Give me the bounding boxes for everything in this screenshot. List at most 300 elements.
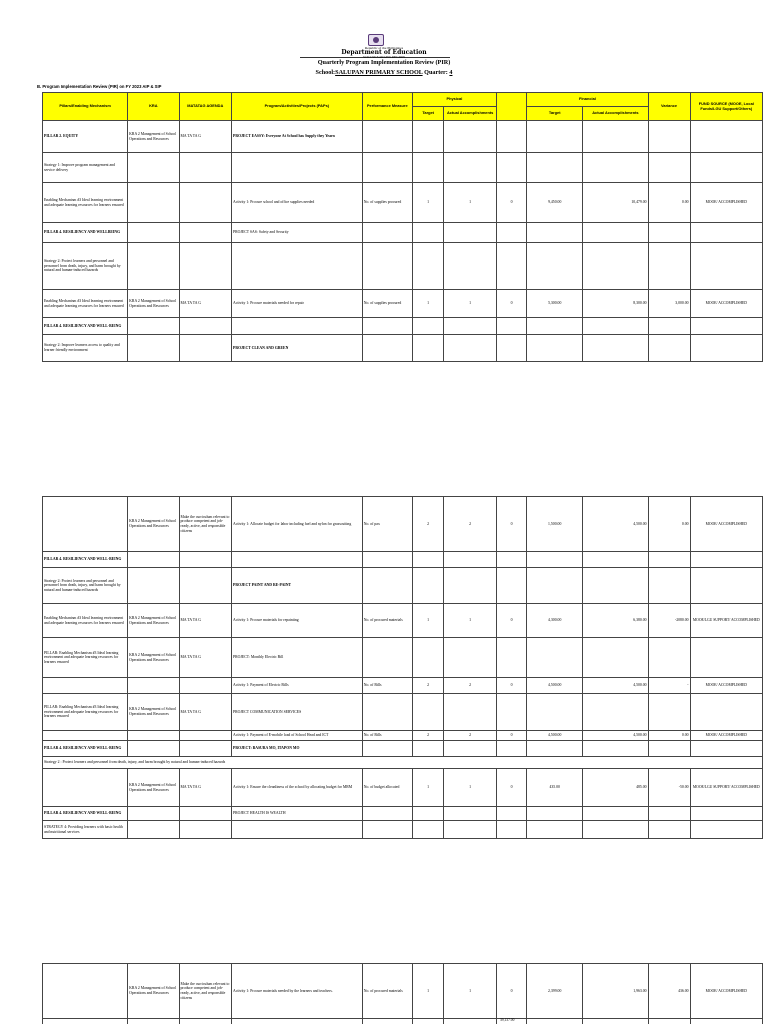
cell-pillar: PILLAR 4. RESILIENCY AND WELLBEING	[43, 223, 128, 243]
cell-fin-variance: -	[648, 678, 690, 694]
cell-target	[412, 318, 444, 335]
cell-matatag: MA TA TA G	[179, 769, 232, 807]
cell-kra: KRA 2 Management of School Operations and Resources	[128, 604, 179, 638]
col-ppa: Program/Activities/Projects (PAPs)	[232, 93, 363, 121]
cell-fin-actual: 4,500.00	[583, 497, 648, 552]
cell-variance	[496, 821, 526, 839]
cell-ppa: Activity 1: Ensure the cleanliness of the school by allocating budget for MRM	[232, 769, 363, 807]
cell-target: 1	[412, 290, 444, 318]
cell-fin-actual	[583, 243, 648, 290]
cell-pillar: PILLAR 4. RESILIENCY AND WELL-BEING	[43, 807, 128, 821]
col-performance: Performance Measure	[362, 93, 412, 121]
table-header-row	[43, 93, 763, 107]
cell-kra: KRA 2 Management of School Operations and Resources	[128, 638, 179, 678]
cell-actual	[444, 807, 497, 821]
cell-fund	[690, 121, 762, 153]
cell-actual: 1	[444, 964, 497, 1019]
cell-variance	[496, 318, 526, 335]
cell-matatag: MA TA TA G	[179, 290, 232, 318]
cell-fin-variance	[648, 153, 690, 183]
cell-fund: MOOE/ ACCOMPLISHED	[690, 183, 762, 223]
cell-actual	[444, 552, 497, 568]
cell-fin-target: 5,300.00	[527, 290, 583, 318]
col-fin-actual: Actual Accomplishments	[583, 107, 648, 121]
cell-kra	[128, 568, 179, 604]
cell-fin-variance: 436.00	[648, 964, 690, 1019]
cell-fin-variance	[648, 552, 690, 568]
cell-fin-variance	[648, 568, 690, 604]
cell-actual	[444, 335, 497, 362]
cell-fund	[690, 243, 762, 290]
cell-fund	[690, 153, 762, 183]
cell-fin-variance: 0.00	[648, 731, 690, 741]
cell-variance: 0	[496, 290, 526, 318]
cell-kra: KRA 2 Management of School Operations and Resources	[128, 290, 179, 318]
cell-fund	[690, 741, 762, 757]
cell-variance	[496, 223, 526, 243]
cell-fin-target	[527, 121, 583, 153]
school-name: SALUPAN PRIMARY SCHOOL	[335, 69, 423, 76]
cell-kra	[128, 335, 179, 362]
school-line	[0, 69, 768, 76]
cell-matatag	[179, 183, 232, 223]
cell-fund: MOOE/ ACCOMPLISHED	[690, 497, 762, 552]
cell-kra	[128, 153, 179, 183]
cell-pillar: Strategy 2: Improve learners access to quality and learner friendly environment	[43, 335, 128, 362]
cell-variance	[496, 153, 526, 183]
cell-actual	[444, 638, 497, 678]
cell-target: 1	[412, 183, 444, 223]
table-row	[43, 243, 763, 290]
cell-ppa: PROJECT: BASURA MO, ITAPON MO	[232, 741, 363, 757]
col-fin-variance: Variance	[648, 93, 690, 121]
cell-matatag: Make the curriculum relevant to produce competent and job-ready, active, and responsible citizens	[179, 497, 232, 552]
cell-measure	[362, 741, 412, 757]
cell-measure: No. of procured materials	[362, 964, 412, 1019]
cell-fin-actual: 485.00	[583, 769, 648, 807]
cell-pillar: PILLAR 4. RESILIENCY AND WELL-BEING	[43, 741, 128, 757]
table-row	[43, 769, 763, 807]
cell-fin-actual: 6,380.00	[583, 604, 648, 638]
cell-actual: 1	[444, 183, 497, 223]
cell-actual: 2	[444, 731, 497, 741]
cell-matatag	[179, 731, 232, 741]
cell-fin-actual	[583, 821, 648, 839]
school-prefix: School:	[315, 69, 336, 76]
cell-measure: No. of supplies procured	[362, 183, 412, 223]
cell-actual	[444, 694, 497, 731]
quarter-label: Quarter:	[424, 69, 448, 76]
cell-measure	[362, 552, 412, 568]
cell-target	[412, 694, 444, 731]
table-row	[43, 335, 763, 362]
cell-ppa	[232, 318, 363, 335]
col-kra: KRA	[128, 93, 179, 121]
cell-kra	[128, 731, 179, 741]
cell-fin-target: 1,500.00	[527, 497, 583, 552]
cell-fund	[690, 223, 762, 243]
cell-fin-variance	[648, 318, 690, 335]
cell-variance: 0	[496, 497, 526, 552]
cell-pillar: PILLAR 2. EQUITY	[43, 121, 128, 153]
cell-variance	[496, 121, 526, 153]
cell-pillar: Strategy 1: Improve program management and service delivery	[43, 153, 128, 183]
cell-measure	[362, 153, 412, 183]
cell-measure	[362, 243, 412, 290]
cell-matatag: MA TA TA G	[179, 121, 232, 153]
col-fund-source: FUND SOURCE (MOOE, Local Funds/LGU Support/Others)	[690, 93, 762, 121]
cell-fund	[690, 335, 762, 362]
cell-fin-variance	[648, 121, 690, 153]
cell-kra: KRA 2 Management of School Operations and Resources	[128, 121, 179, 153]
cell-target	[412, 821, 444, 839]
cell-empty	[179, 1019, 232, 1024]
cell-fin-target	[527, 821, 583, 839]
table-row	[43, 964, 763, 1019]
table-row	[43, 121, 763, 153]
cell-pillar: PILLAR 4. RESILIENCY AND WELL-BEING	[43, 318, 128, 335]
cell-matatag: MA TA TA G	[179, 638, 232, 678]
cell-fin-actual	[583, 552, 648, 568]
table-row	[43, 153, 763, 183]
cell-fin-variance: 0.00	[648, 497, 690, 552]
cell-target	[412, 223, 444, 243]
cell-fin-actual	[583, 335, 648, 362]
pir-table-page-2	[42, 496, 763, 839]
cell-empty	[232, 1019, 363, 1024]
cell-kra: KRA 2 Management of School Operations and Resources	[128, 497, 179, 552]
cell-actual	[444, 821, 497, 839]
col-financial: Financial	[527, 93, 648, 107]
cell-fin-variance	[648, 335, 690, 362]
cell-matatag	[179, 223, 232, 243]
cell-variance	[496, 638, 526, 678]
cell-fin-actual	[583, 153, 648, 183]
cell-fund: MOOE/ ACCOMPLISHED	[690, 964, 762, 1019]
cell-actual	[444, 153, 497, 183]
cell-ppa: Activity 1: Procure materials needed by the learners and teachers.	[232, 964, 363, 1019]
cell-matatag	[179, 153, 232, 183]
cell-fin-actual	[583, 741, 648, 757]
cell-kra	[128, 183, 179, 223]
cell-fin-target	[527, 153, 583, 183]
cell-fin-variance	[648, 243, 690, 290]
col-physical: Physical	[412, 93, 496, 107]
col-actual: Actual Accomplishments	[444, 107, 497, 121]
cell-kra: KRA 2 Management of School Operations and Resources	[128, 769, 179, 807]
cell-matatag	[179, 821, 232, 839]
region-label: SOCCSKSARGEN REGION	[363, 55, 405, 59]
cell-ppa: Activity 1: Payment of E-mobile load of School Head and ICT	[232, 731, 363, 741]
cell-fund	[690, 821, 762, 839]
cell-matatag	[179, 318, 232, 335]
cell-fin-actual	[583, 318, 648, 335]
cell-kra	[128, 807, 179, 821]
cell-fin-variance	[648, 694, 690, 731]
cell-pillar: Enabling Mechanism #3 Ideal learning environment and adequate learning resources for learners ensured	[43, 290, 128, 318]
cell-empty	[648, 1019, 690, 1024]
cell-ppa: PROJECT COMMUNICATION SERVICES	[232, 694, 363, 731]
cell-fin-actual: 8,300.00	[583, 290, 648, 318]
cell-variance: 0	[496, 604, 526, 638]
cell-fund	[690, 318, 762, 335]
cell-variance: 0	[496, 678, 526, 694]
cell-pillar	[43, 769, 128, 807]
cell-measure	[362, 821, 412, 839]
cell-fin-actual	[583, 121, 648, 153]
cell-matatag	[179, 243, 232, 290]
cell-pillar	[43, 731, 128, 741]
cell-variance: 0	[496, 769, 526, 807]
cell-fin-target	[527, 318, 583, 335]
cell-spacer	[496, 93, 526, 121]
cell-kra: KRA 2 Management of School Operations and Resources	[128, 694, 179, 731]
cell-empty	[444, 1019, 497, 1024]
cell-pillar: PILLAR: Enabling Mechanism #3 Ideal learning environment and adequate learning resources for learners ensured	[43, 694, 128, 731]
cell-target: 2	[412, 678, 444, 694]
cell-variance: 0	[496, 964, 526, 1019]
cell-fund: MOOE/ ACCOMPLISHED	[690, 290, 762, 318]
cell-measure: No. of procured materials	[362, 604, 412, 638]
cell-fin-variance	[648, 741, 690, 757]
cell-pillar: PILLAR 4. RESILIENCY AND WELL-BEING	[43, 552, 128, 568]
document-title: Quarterly Program Implementation Review (PIR)	[317, 59, 451, 66]
cell-empty	[43, 1019, 128, 1024]
section-title: B. Program Implementation Review (PIR) on FY 2023 AIP & SIP	[37, 84, 162, 89]
cell-variance: 0	[496, 731, 526, 741]
cell-fin-actual	[583, 694, 648, 731]
cell-measure	[362, 638, 412, 678]
table-row	[43, 731, 763, 741]
quarter-value: 4	[449, 69, 453, 76]
cell-measure: No. of pax	[362, 497, 412, 552]
cell-empty	[583, 1019, 648, 1024]
cell-variance	[496, 335, 526, 362]
cell-measure: No. of budget allocated	[362, 769, 412, 807]
cell-variance	[496, 552, 526, 568]
cell-target	[412, 568, 444, 604]
cell-pillar	[43, 964, 128, 1019]
cell-fin-target	[527, 694, 583, 731]
cell-variance: 0	[496, 183, 526, 223]
cell-fin-target: 435.00	[527, 769, 583, 807]
cell-actual	[444, 223, 497, 243]
cell-fin-variance	[648, 223, 690, 243]
cell-measure: No. of supplies procured	[362, 290, 412, 318]
table-row	[43, 604, 763, 638]
cell-kra	[128, 552, 179, 568]
table-row	[43, 678, 763, 694]
table-row	[43, 497, 763, 552]
cell-fin-target	[527, 335, 583, 362]
cell-matatag	[179, 678, 232, 694]
table-row	[43, 1019, 763, 1024]
table-row	[43, 552, 763, 568]
cell-target	[412, 335, 444, 362]
cell-fin-target	[527, 243, 583, 290]
cell-variance	[496, 568, 526, 604]
cell-measure	[362, 807, 412, 821]
table-row	[43, 757, 763, 769]
cell-target	[412, 638, 444, 678]
cell-ppa: PROJECT HEALTH IS WEALTH	[232, 807, 363, 821]
cell-target: 1	[412, 769, 444, 807]
cell-fund: MOOE/ ACCOMPLISHED	[690, 731, 762, 741]
table-row	[43, 183, 763, 223]
cell-actual	[444, 568, 497, 604]
cell-ppa: PROJECT CLEAN AND GREEN	[232, 335, 363, 362]
cell-fin-actual: 1,963.00	[583, 964, 648, 1019]
cell-fin-actual	[583, 807, 648, 821]
cell-ppa	[232, 821, 363, 839]
cell-actual	[444, 121, 497, 153]
cell-actual: 2	[444, 497, 497, 552]
cell-fin-actual	[583, 223, 648, 243]
table-row	[43, 318, 763, 335]
cell-fin-target: 9,450.00	[527, 183, 583, 223]
cell-measure: No. of Bills	[362, 678, 412, 694]
cell-fin-target	[527, 741, 583, 757]
cell-fin-variance	[648, 638, 690, 678]
cell-pillar	[43, 497, 128, 552]
cell-kra	[128, 223, 179, 243]
cell-fin-target	[527, 807, 583, 821]
cell-target	[412, 243, 444, 290]
cell-variance	[496, 243, 526, 290]
cell-fin-target	[527, 638, 583, 678]
cell-fin-target	[527, 552, 583, 568]
cell-actual	[444, 741, 497, 757]
cell-fin-target: 4,300.00	[527, 604, 583, 638]
cell-matatag	[179, 552, 232, 568]
cell-fund: MOOE/ ACCOMPLISHED	[690, 678, 762, 694]
table-row	[43, 638, 763, 678]
table-row	[43, 290, 763, 318]
cell-ppa	[232, 243, 363, 290]
cell-pillar: PILLAR: Enabling Mechanism #3 Ideal learning environment and adequate learning resources for learners ensured	[43, 638, 128, 678]
cell-fund: MOOE/LGU SUPPORT/ ACCOMPLISHED	[690, 769, 762, 807]
deped-seal-icon	[368, 34, 384, 46]
cell-measure	[362, 694, 412, 731]
cell-target: 1	[412, 964, 444, 1019]
cell-ppa: PROJECT EASSY: Everyone At School has Supply they Yearn	[232, 121, 363, 153]
cell-fund: MOOE/LGU SUPPORT/ ACCOMPLISHED	[690, 604, 762, 638]
cell-target: 2	[412, 731, 444, 741]
col-pillars: Pillars/Enabling Mechanism	[43, 93, 128, 121]
cell-ppa: PROJECT SAS: Safety and Security	[232, 223, 363, 243]
cell-fin-actual: 4,500.00	[583, 731, 648, 741]
cell-fin-target	[527, 223, 583, 243]
cell-measure	[362, 335, 412, 362]
cell-ppa: Activity 1: Procure materials for repainting	[232, 604, 363, 638]
cell-actual: 1	[444, 769, 497, 807]
cell-fin-variance	[648, 821, 690, 839]
pir-table-page-1	[42, 92, 763, 362]
cell-kra	[128, 741, 179, 757]
cell-target	[412, 552, 444, 568]
cell-fund	[690, 638, 762, 678]
cell-pillar: STRATEGY 4: Providing learners with basic health and nutritional services	[43, 821, 128, 839]
cell-actual: 1	[444, 604, 497, 638]
cell-actual: 2	[444, 678, 497, 694]
cell-target	[412, 121, 444, 153]
cell-target: 1	[412, 604, 444, 638]
cell-variance	[496, 694, 526, 731]
cell-empty	[362, 1019, 412, 1024]
cell-ppa	[232, 153, 363, 183]
cell-kra: KRA 2 Management of School Operations and Resources	[128, 964, 179, 1019]
cell-empty	[690, 1019, 762, 1024]
cell-measure	[362, 121, 412, 153]
table-row	[43, 741, 763, 757]
cell-actual: 1	[444, 290, 497, 318]
table-row	[43, 821, 763, 839]
cell-measure	[362, 223, 412, 243]
cell-variance	[496, 807, 526, 821]
cell-ppa: PROJECT: Monthly Electric Bill	[232, 638, 363, 678]
cell-matatag: Make the curriculum relevant to produce competent and job-ready, active, and responsible citizens	[179, 964, 232, 1019]
cell-strategy-span: Strategy 2 : Protect learners and personnel from death, injury, and harm brought by natural and human-induced hazards	[43, 757, 763, 769]
cell-actual	[444, 318, 497, 335]
cell-pillar: Strategy 2: Protect learners and personnel and personnel from death, injury, and harm brought by natural and human-induced hazards	[43, 568, 128, 604]
col-target: Target	[412, 107, 444, 121]
cell-empty	[527, 1019, 583, 1024]
cell-ppa: PROJECT PAINT AND RE-PAINT	[232, 568, 363, 604]
cell-fin-variance: 0.00	[648, 183, 690, 223]
cell-kra	[128, 821, 179, 839]
table-row	[43, 223, 763, 243]
cell-matatag: MA TA TA G	[179, 604, 232, 638]
table-row	[43, 568, 763, 604]
department-label: Department of Education	[341, 49, 427, 56]
cell-fund	[690, 568, 762, 604]
cell-matatag	[179, 741, 232, 757]
cell-measure	[362, 568, 412, 604]
cell-fin-actual	[583, 638, 648, 678]
cell-target	[412, 807, 444, 821]
cell-fin-target	[527, 568, 583, 604]
page3-total: 39,137.00	[500, 1018, 515, 1022]
cell-fin-target: 2,399.00	[527, 964, 583, 1019]
republic-label: Republic of the Philippines	[364, 46, 404, 50]
table-row	[43, 694, 763, 731]
cell-pillar	[43, 678, 128, 694]
cell-fin-actual: 4,500.00	[583, 678, 648, 694]
cell-matatag	[179, 568, 232, 604]
cell-fin-actual: 10,479.00	[583, 183, 648, 223]
cell-actual	[444, 243, 497, 290]
cell-pillar: Strategy 2: Protect learners and personnel and personnel from death, injury, and harm brought by natural and human-induced hazards	[43, 243, 128, 290]
cell-kra	[128, 318, 179, 335]
cell-ppa: Activity 1: Payment of Electric Bills	[232, 678, 363, 694]
cell-ppa: Activity 1: Procure school and office supplies needed	[232, 183, 363, 223]
cell-variance	[496, 741, 526, 757]
cell-target: 2	[412, 497, 444, 552]
cell-pillar: Enabling Mechanism #3 Ideal learning environment and adequate learning resources for learners ensured	[43, 183, 128, 223]
col-matatag: MATATAG AGENDA	[179, 93, 232, 121]
cell-target	[412, 741, 444, 757]
cell-pillar: Enabling Mechanism #3 Ideal learning environment and adequate learning resources for learners ensured	[43, 604, 128, 638]
cell-measure: No. of Bills	[362, 731, 412, 741]
pir-table-page-3	[42, 963, 763, 1024]
cell-empty	[128, 1019, 179, 1024]
cell-fin-variance: -2080.00	[648, 604, 690, 638]
cell-empty	[412, 1019, 444, 1024]
col-fin-target: Target	[527, 107, 583, 121]
cell-fin-variance: -50.00	[648, 769, 690, 807]
cell-fin-target: 4,500.00	[527, 678, 583, 694]
cell-kra	[128, 243, 179, 290]
